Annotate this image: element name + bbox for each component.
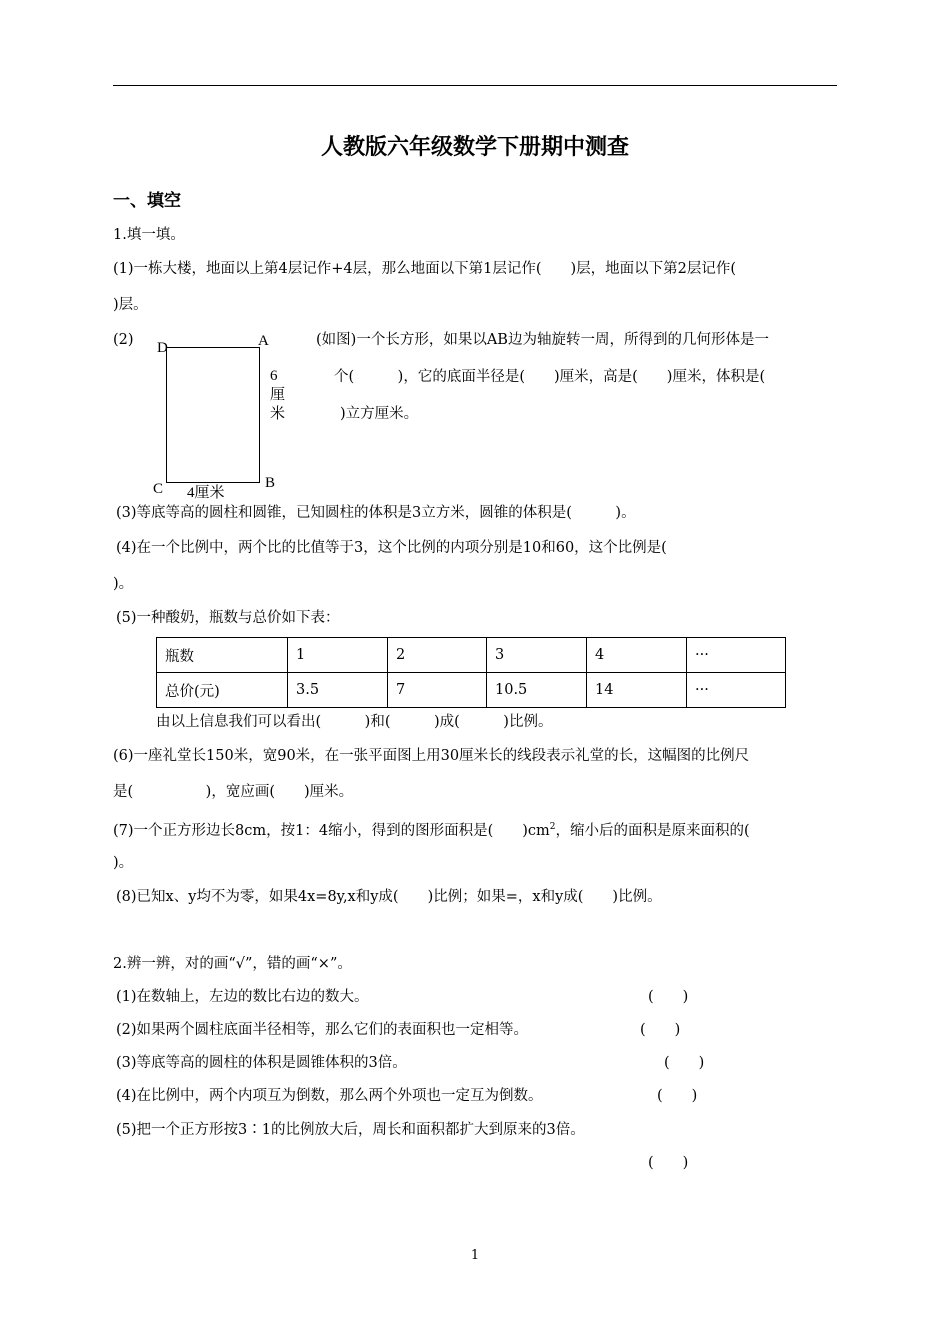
q1-p6-line2: 是( )，宽应画( )厘米。 xyxy=(113,784,354,800)
q1-p2-label: (2) xyxy=(113,332,134,348)
q2-item-5: (5)把一个正方形按3∶1的比例放大后，周长和面积都扩大到原来的3倍。 xyxy=(116,1122,585,1138)
corner-label-b: B xyxy=(265,475,276,491)
table-cell: 3 xyxy=(487,638,587,673)
q1-p5-after: 由以上信息我们可以看出( )和( )成( )比例。 xyxy=(156,714,553,730)
table-cell: 7 xyxy=(388,673,487,708)
q2-item-1: (1)在数轴上，左边的数比右边的数大。 xyxy=(116,989,369,1005)
side-length-unit-2: 米 xyxy=(270,406,286,422)
rectangle-figure xyxy=(150,330,286,505)
q1-p3: (3)等底等高的圆柱和圆锥，已知圆柱的体积是3立方米，圆锥的体积是( )。 xyxy=(116,505,636,521)
table-cell: ··· xyxy=(687,638,786,673)
page-number: 1 xyxy=(470,1248,480,1263)
side-length-unit-1: 厘 xyxy=(270,387,286,403)
q1-p2-line3: )立方厘米。 xyxy=(340,406,419,422)
q1-p2-line2: 个( )，它的底面半径是( )厘米，高是( )厘米，体积是( xyxy=(334,369,766,385)
q2-heading: 2.辨一辨，对的画“√”，错的画“×”。 xyxy=(113,956,352,972)
table-cell: 总价(元) xyxy=(157,673,288,708)
q2-item-3: (3)等底等高的圆柱的体积是圆锥体积的3倍。 xyxy=(116,1055,407,1071)
corner-label-a: A xyxy=(258,333,269,349)
table-cell: 14 xyxy=(587,673,687,708)
q1-p5: (5)一种酸奶，瓶数与总价如下表： xyxy=(116,610,340,626)
bottom-length-label: 4厘米 xyxy=(187,485,225,501)
q1-heading: 1.填一填。 xyxy=(113,227,185,243)
section-heading-fill: 一、填空 xyxy=(113,191,181,211)
q2-item-2: (2)如果两个圆柱底面半径相等，那么它们的表面积也一定相等。 xyxy=(116,1022,529,1038)
q1-p7-line1 xyxy=(113,817,750,841)
q1-p4-line2: )。 xyxy=(113,576,134,592)
q1-p7-text-b: ，缩小后的面积是原来面积的( xyxy=(555,822,750,839)
table-cell: 3.5 xyxy=(288,673,388,708)
q2-answer-3: ( ) xyxy=(664,1055,705,1071)
q1-p1-line1: (1)一栋大楼，地面以上第4层记作+4层，那么地面以下第1层记作( )层，地面以下第2层记作( xyxy=(113,261,737,277)
q2-answer-1: ( ) xyxy=(648,989,689,1005)
q1-p6-line1: (6)一座礼堂长150米，宽90米，在一张平面图上用30厘米长的线段表示礼堂的长，这幅图的比例尺 xyxy=(113,748,750,764)
q2-item-4: (4)在比例中，两个内项互为倒数，那么两个外项也一定互为倒数。 xyxy=(116,1088,543,1104)
price-table xyxy=(156,637,786,708)
q2-answer-4: ( ) xyxy=(657,1088,698,1104)
table-cell: 10.5 xyxy=(487,673,587,708)
header-rule xyxy=(113,85,837,86)
q1-p8: (8)已知x、y均不为零，如果4x=8y,x和y成( )比例；如果=，x和y成( )比例。 xyxy=(116,889,662,905)
q2-answer-2: ( ) xyxy=(640,1022,681,1038)
table-cell: ··· xyxy=(687,673,786,708)
table-cell: 瓶数 xyxy=(157,638,288,673)
table-row xyxy=(157,673,786,708)
q1-p1-line2: )层。 xyxy=(113,297,148,313)
table-row xyxy=(157,638,786,673)
rectangle-shape xyxy=(166,347,260,483)
q1-p4-line1: (4)在一个比例中，两个比的比值等于3，这个比例的内项分别是10和60，这个比例是( xyxy=(116,540,667,556)
table-cell: 1 xyxy=(288,638,388,673)
corner-label-d: D xyxy=(157,340,168,356)
q1-p2-line1: (如图)一个长方形，如果以AB边为轴旋转一周，所得到的几何形体是一 xyxy=(316,332,769,348)
q2-answer-5: ( ) xyxy=(648,1155,689,1171)
side-length-number: 6 xyxy=(270,368,278,384)
q1-p7-text-a: (7)一个正方形边长8cm，按1：4缩小，得到的图形面积是( )cm xyxy=(113,822,550,839)
q1-p7-line2: )。 xyxy=(113,855,134,871)
q1-p7-superscript: 2 xyxy=(549,822,556,832)
page-title: 人教版六年级数学下册期中测查 xyxy=(320,135,629,160)
table-cell: 2 xyxy=(388,638,487,673)
corner-label-c: C xyxy=(153,481,164,497)
table-cell: 4 xyxy=(587,638,687,673)
